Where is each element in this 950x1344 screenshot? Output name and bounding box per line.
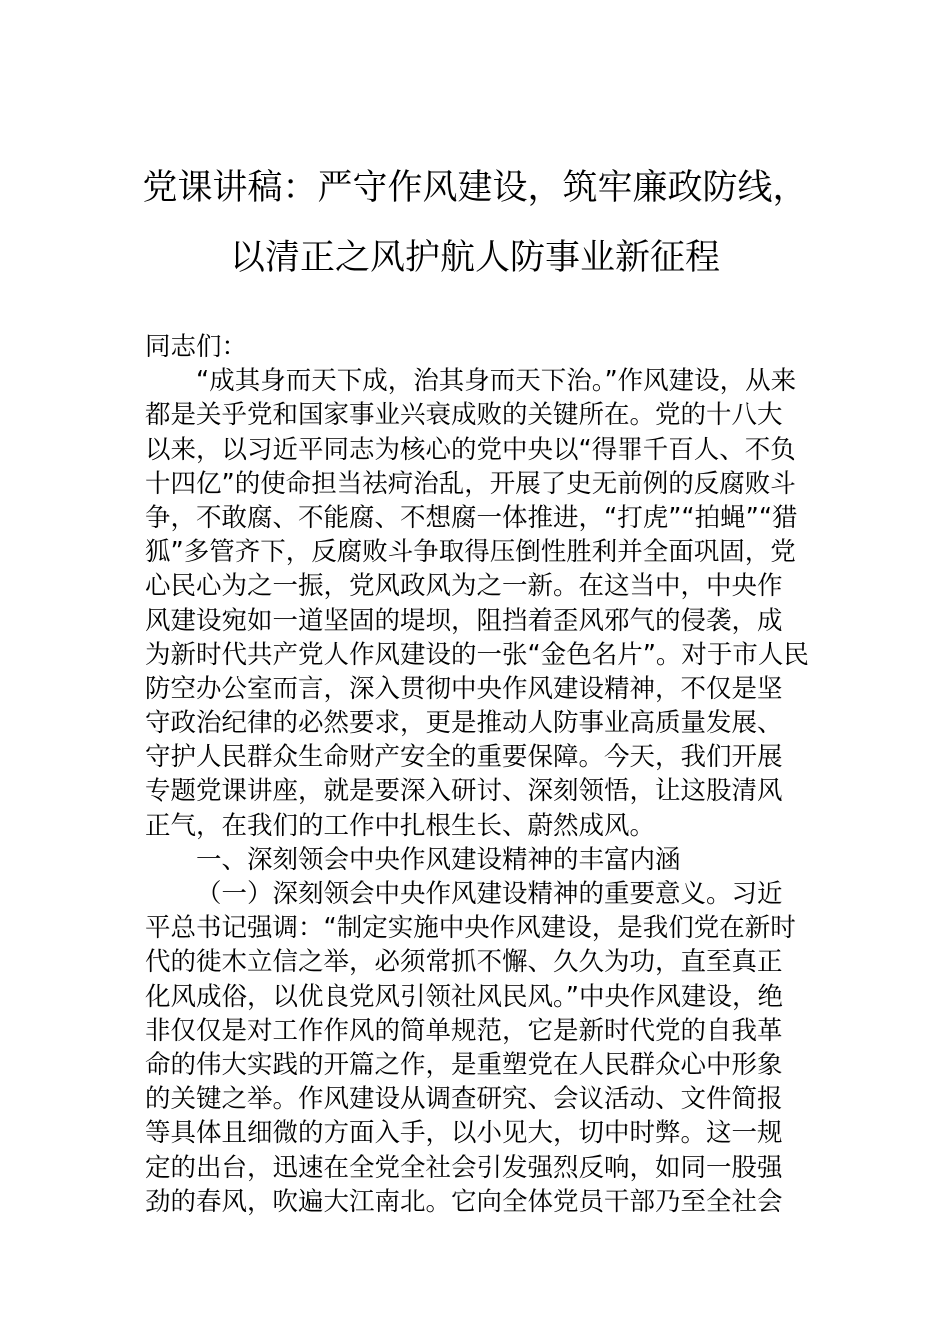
salutation: 同志们： [145,332,248,362]
body-line: 风建设宛如一道坚固的堤坝，阻挡着歪风邪气的侵袭，成 [145,605,783,636]
body-line: 命的伟大实践的开篇之作，是重塑党在人民群众心中形象 [145,1049,783,1080]
body-line: “成其身而天下成，治其身而天下治。”作风建设，从来 [196,366,797,397]
body-line: 以来，以习近平同志为核心的党中央以“得罪千百人、不负 [145,434,796,465]
body-line: 劲的春风，吹遍大江南北。它向全体党员干部乃至全社会 [145,1186,783,1217]
body-line: 狐”多管齐下，反腐败斗争取得压倒性胜利并全面巩固，党 [145,537,796,568]
body-line: 化风成俗，以优良党风引领社风民风。”中央作风建设，绝 [145,981,783,1012]
body-line: 都是关乎党和国家事业兴衰成败的关键所在。党的十八大 [145,400,783,431]
body-line: 防空办公室而言，深入贯彻中央作风建设精神，不仅是坚 [145,673,783,704]
document-title-line-2: 以清正之风护航人防事业新征程 [229,238,720,278]
body-line: 定的出台，迅速在全党全社会引发强烈反响，如同一股强 [145,1152,783,1183]
body-line: 平总书记强调：“制定实施中央作风建设，是我们党在新时 [145,913,796,944]
body-line: 非仅仅是对工作作风的简单规范，它是新时代党的自我革 [145,1015,783,1046]
body-line: 专题党课讲座，就是要深入研讨、深刻领悟，让这股清风 [145,776,783,807]
body-line: 心民心为之一振，党风政风为之一新。在这当中，中央作 [145,571,783,602]
document-body [145,330,810,1219]
document-title-line-1: 党课讲稿：严守作风建设，筑牢廉政防线， [142,168,808,208]
section-heading: 一、深刻领会中央作风建设精神的丰富内涵 [196,844,681,875]
body-line: 的关键之举。作风建设从调查研究、会议活动、文件简报 [145,1084,783,1115]
body-line: 为新时代共产党人作风建设的一张“金色名片”。对于市人民 [145,639,809,670]
body-line: 争，不敢腐、不能腐、不想腐一体推进，“打虎”“拍蝇”“猎 [145,502,798,533]
body-line: 代的徙木立信之举，必须常抓不懈、久久为功，直至真正 [145,947,783,978]
body-line: 等具体且细微的方面入手，以小见大，切中时弊。这一规 [145,1118,783,1149]
subsection-heading-line: （一）深刻领会中央作风建设精神的重要意义。习近 [196,879,783,909]
body-line: 正气，在我们的工作中扎根生长、蔚然成风。 [145,810,656,841]
body-line: 十四亿”的使命担当祛疴治乱，开展了史无前例的反腐败斗 [145,468,796,499]
body-line: 守政治纪律的必然要求，更是推动人防事业高质量发展、 [145,708,783,739]
body-line: 守护人民群众生命财产安全的重要保障。今天，我们开展 [145,742,783,773]
